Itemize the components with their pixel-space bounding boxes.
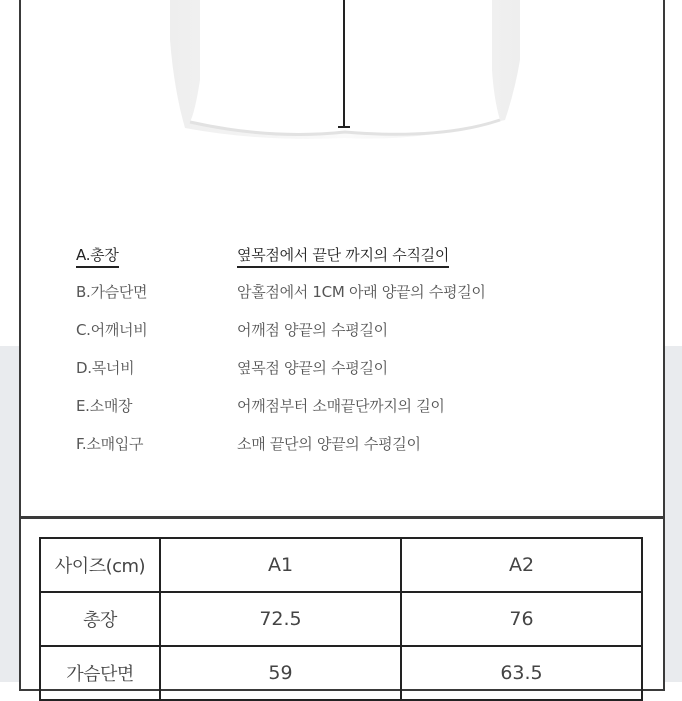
- table-header-row: [40, 538, 642, 592]
- definition-row-e: [0, 395, 682, 419]
- table-header-cell: A1: [160, 538, 401, 592]
- table-header-cell: 사이즈(cm): [40, 538, 160, 592]
- definition-code: C.어깨너비: [76, 321, 148, 339]
- definition-description: 옆목점에서 끝단 까지의 수직길이: [237, 244, 449, 268]
- definition-description: 소매 끝단의 양끝의 수평길이: [237, 435, 421, 453]
- definition-row-a: [0, 244, 682, 268]
- definition-description: 옆목점 양끝의 수평길이: [237, 359, 388, 377]
- definition-description: 암홀점에서 1CM 아래 양끝의 수평길이: [237, 283, 486, 301]
- size-table: [39, 537, 643, 701]
- definition-row-d: [0, 357, 682, 381]
- definition-description: 어깨점 양끝의 수평길이: [237, 321, 388, 339]
- table-row-label: 가슴단면: [40, 646, 160, 700]
- definition-description: 어깨점부터 소매끝단까지의 길이: [237, 397, 445, 415]
- definition-code: A.총장: [76, 244, 119, 268]
- table-cell: 76: [401, 592, 642, 646]
- definition-code: E.소매장: [76, 397, 133, 415]
- definition-code: F.소매입구: [76, 435, 144, 453]
- table-header-cell: A2: [401, 538, 642, 592]
- definition-row-c: [0, 319, 682, 343]
- definition-code: D.목너비: [76, 359, 135, 377]
- table-row: [40, 646, 642, 700]
- table-cell: 72.5: [160, 592, 401, 646]
- definition-row-b: [0, 281, 682, 305]
- table-row: [40, 592, 642, 646]
- definition-code: B.가슴단면: [76, 283, 148, 301]
- definition-row-f: [0, 433, 682, 457]
- table-row-label: 총장: [40, 592, 160, 646]
- table-cell: 63.5: [401, 646, 642, 700]
- table-cell: 59: [160, 646, 401, 700]
